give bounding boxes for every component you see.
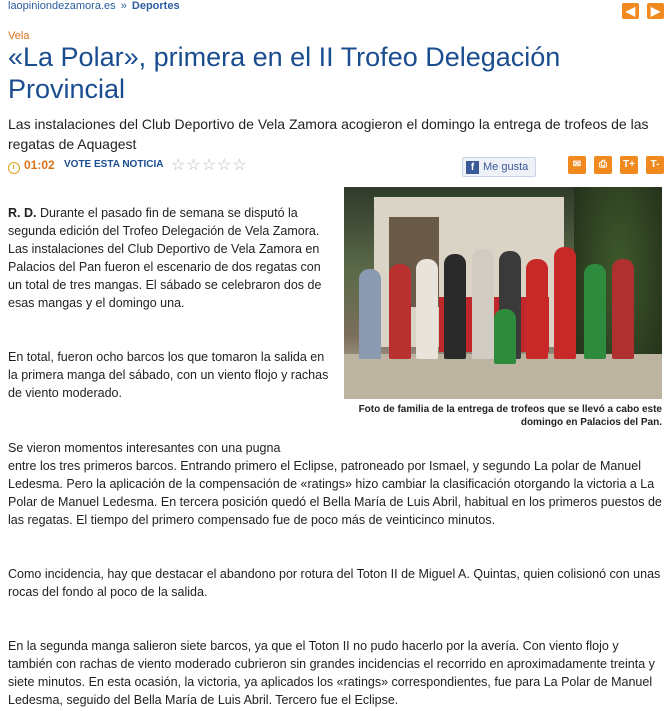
article-tools bbox=[568, 156, 664, 174]
photo-caption: Foto de familia de la entrega de trofeos que se llevó a cabo este domingo en Palacios del Pan. bbox=[358, 404, 662, 428]
breadcrumb bbox=[8, 0, 180, 12]
paragraph-1-text: Durante el pasado fin de semana se disputó la segunda edición del Trofeo Delegación de Vela Zamora. Las instalaciones del Club Deportivo de Vela Zamora en Palacios del Pan fueron el escenario de dos regatas con un total de tres mangas. El sábado se celebraron dos de esas mangas y el domingo una. bbox=[8, 206, 322, 310]
breadcrumb-section-link[interactable]: Deportes bbox=[131, 0, 180, 12]
vote-label: VOTE ESTA NOTICIA bbox=[64, 159, 164, 170]
facebook-like-button[interactable] bbox=[462, 157, 536, 177]
email-icon[interactable]: ✉ bbox=[568, 156, 586, 174]
font-increase-button[interactable]: T+ bbox=[620, 156, 638, 174]
article-nav bbox=[622, 3, 664, 19]
star-icon[interactable]: ☆ bbox=[232, 157, 247, 174]
arrow-right-icon[interactable]: ▶ bbox=[647, 3, 664, 19]
print-icon[interactable]: ⎙ bbox=[594, 156, 612, 174]
paragraph-1 bbox=[8, 204, 334, 312]
article-photo[interactable] bbox=[344, 187, 662, 399]
breadcrumb-site-link[interactable]: laopiniondezamora.es bbox=[8, 0, 116, 12]
star-icon[interactable]: ☆ bbox=[217, 157, 232, 174]
breadcrumb-separator: » bbox=[120, 0, 127, 12]
arrow-left-icon[interactable]: ◀ bbox=[622, 3, 639, 19]
star-icon[interactable]: ☆ bbox=[186, 157, 201, 174]
clock-icon bbox=[8, 162, 20, 174]
paragraph-3: entre los tres primeros barcos. Entrando primero el Eclipse, patroneado por Ismael, y segundo La polar de Manuel Ledesma. Pero la aplicación de la compensación de «ratings» hizo cambiar la clasificación otorgando la victoria a La Polar de Manuel Ledesma. En tercera posición quedó el Bella María de Luis Abril, habitual en los primeros puestos de las regatas. El tiempo del primero compensado fue de poco más de veinticinco minutos. bbox=[8, 459, 662, 527]
rating-stars bbox=[171, 157, 247, 175]
paragraph-4: Como incidencia, hay que destacar el abandono por rotura del Toton II de Miguel A. Quintas, quien colisionó con unas rocas del fondo al poco de la salida. bbox=[8, 567, 661, 599]
article-meta-bar bbox=[8, 155, 664, 179]
like-label: Me gusta bbox=[483, 161, 529, 173]
category-label[interactable]: Vela bbox=[8, 30, 30, 42]
font-decrease-button[interactable]: T- bbox=[646, 156, 664, 174]
article-photo-box bbox=[344, 187, 662, 429]
paragraph-2: En total, fueron ocho barcos los que tomaron la salida en la primera manga del sábado, con un viento flojo y rachas de viento moderado. bbox=[8, 350, 329, 400]
article-subtitle: Las instalaciones del Club Deportivo de Vela Zamora acogieron el domingo la entrega de trofeos de las regatas de Aquagest bbox=[8, 116, 649, 152]
author-initials: R. D. bbox=[8, 206, 37, 220]
paragraph-3-first-line: Se vieron momentos interesantes con una pugna bbox=[8, 441, 281, 455]
facebook-icon: f bbox=[466, 161, 479, 174]
publish-time: 01:02 bbox=[24, 158, 55, 172]
star-icon[interactable]: ☆ bbox=[201, 157, 217, 174]
star-icon[interactable]: ☆ bbox=[171, 157, 186, 174]
paragraph-5: En la segunda manga salieron siete barcos, ya que el Toton II no pudo hacerlo por la avería. Con viento flojo y también con rachas de viento moderado cubrieron sin grandes incidencias el recorrido en aproximadamente treinta y siete minutos. En esta ocasión, la victoria, ya aplicados los «ratings» correspondientes, fue para La Polar de Manuel Ledesma, seguido del Bella María de Luis Abril. Tercero fue el Eclipse. bbox=[8, 639, 655, 707]
article-headline: «La Polar», primera en el II Trofeo Delegación Provincial bbox=[8, 42, 561, 104]
